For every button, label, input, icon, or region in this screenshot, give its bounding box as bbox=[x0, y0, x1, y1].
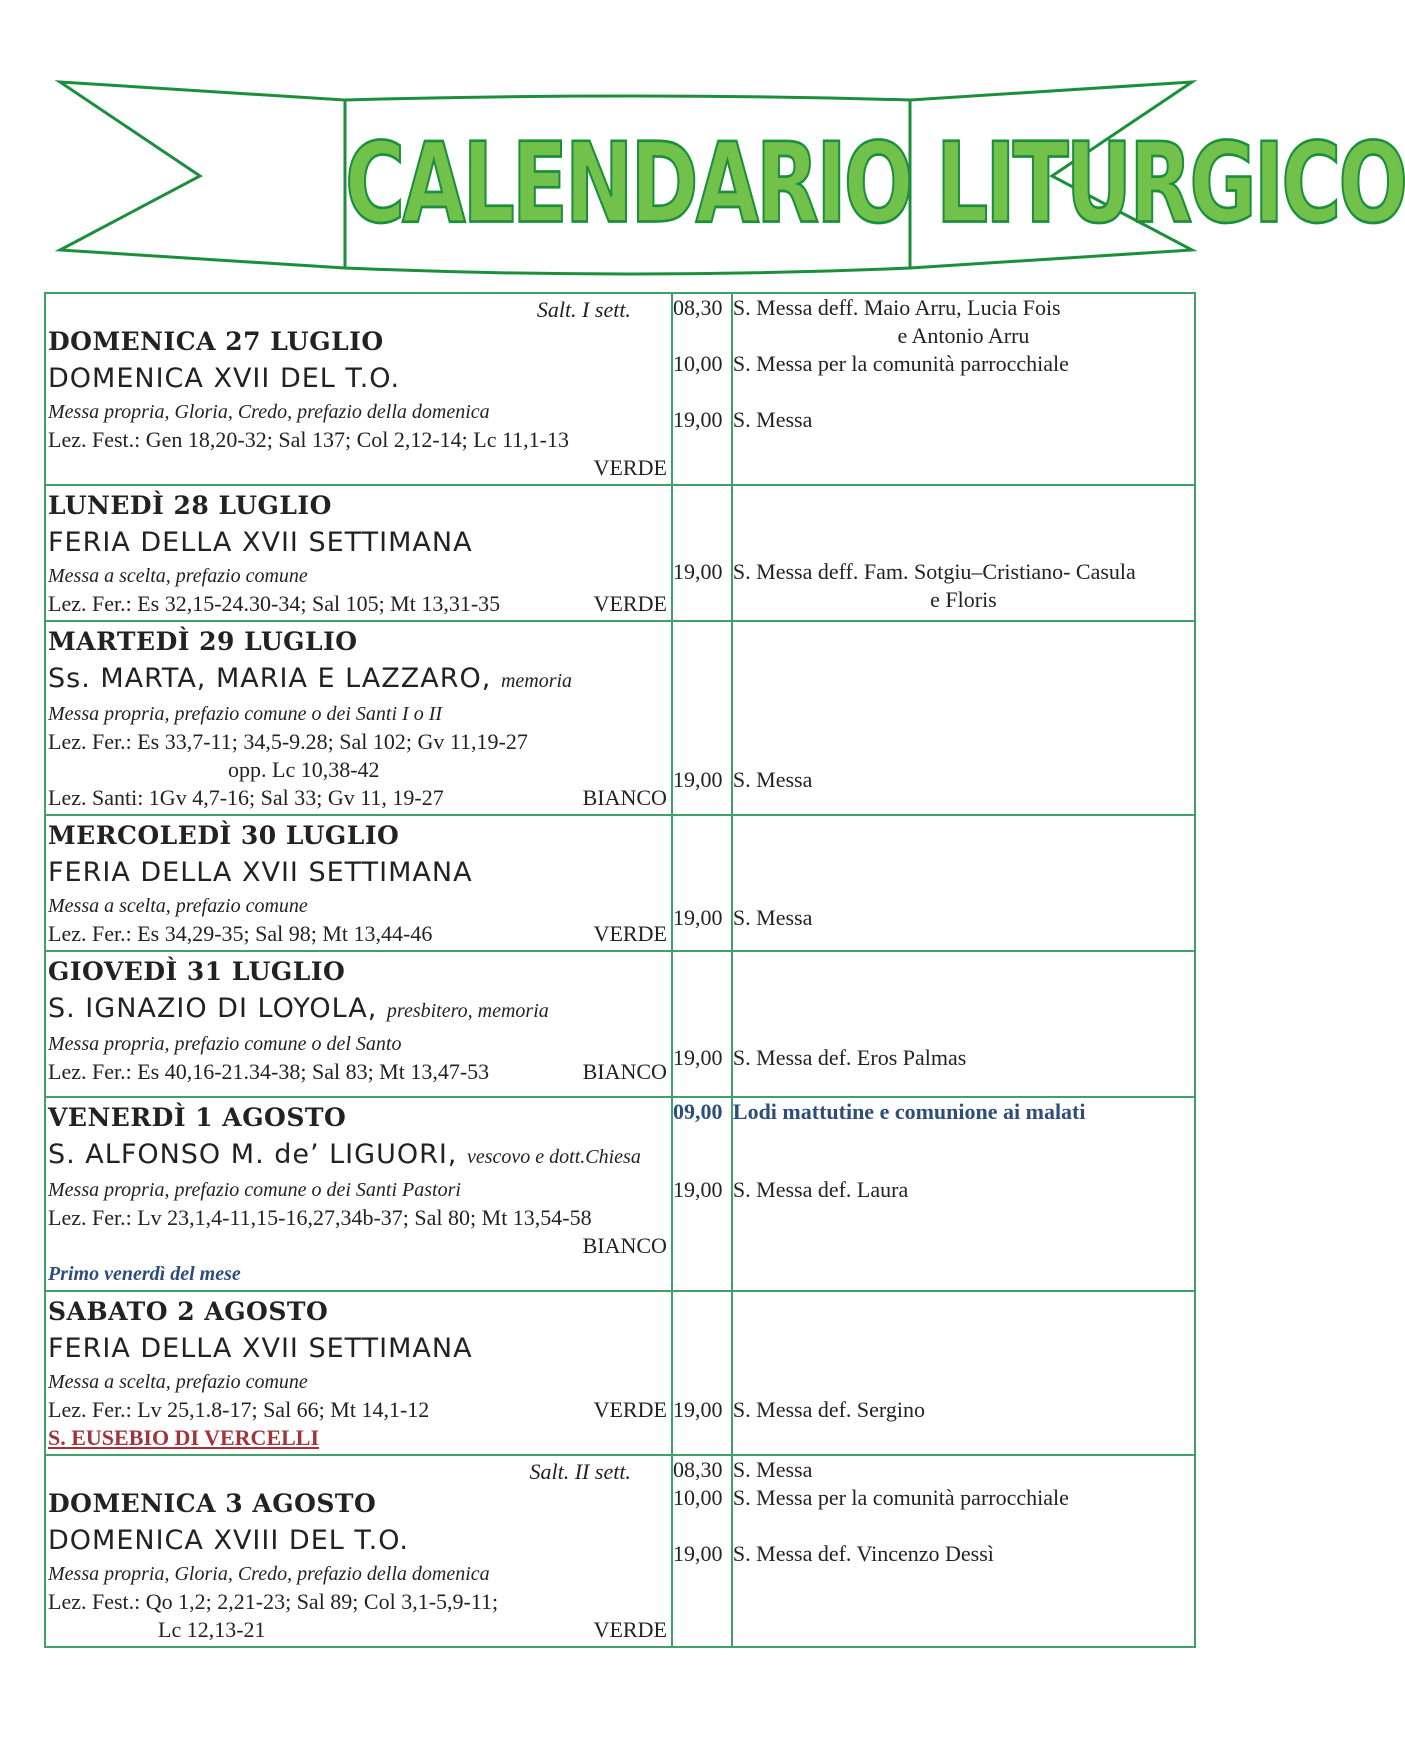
time-spacer bbox=[673, 586, 731, 614]
service-time: 19,00 bbox=[672, 407, 723, 432]
feast-title: FERIA DELLA XVII SETTIMANA bbox=[48, 1333, 473, 1364]
service-desc: S. Messa def. Vincenzo Dessì bbox=[732, 1541, 994, 1566]
readings-row bbox=[48, 590, 667, 618]
readings: Lez. Fer.: Lv 23,1,4-11,15-16,27,34b-37; Sal 80; Mt 13,54-58 bbox=[48, 1205, 592, 1230]
day-info bbox=[46, 486, 671, 620]
liturgical-color: VERDE bbox=[593, 591, 667, 616]
service-time: 19,00 bbox=[672, 1177, 723, 1202]
header-banner bbox=[0, 0, 1405, 290]
day-info bbox=[46, 1098, 671, 1290]
day-info bbox=[46, 1292, 671, 1454]
feast-name bbox=[48, 524, 667, 562]
readings-saints: Lez. Santi: 1Gv 4,7-16; Sal 33; Gv 11, 19-27 bbox=[48, 785, 444, 810]
day-date: GIOVEDÌ 31 LUGLIO bbox=[48, 957, 346, 986]
readings-cont-row bbox=[48, 1616, 667, 1644]
day-date: LUNEDÌ 28 LUGLIO bbox=[48, 491, 332, 520]
service-time: 09,00 bbox=[672, 1099, 723, 1124]
day-info-cell bbox=[45, 485, 672, 621]
service-cell bbox=[732, 1291, 1195, 1455]
service-desc: S. Messa def. Sergino bbox=[732, 1397, 925, 1422]
service-desc: S. Messa bbox=[732, 905, 813, 930]
day-date: DOMENICA 27 LUGLIO bbox=[48, 327, 384, 356]
day-info-cell bbox=[45, 293, 672, 485]
service-cell bbox=[732, 293, 1195, 485]
service-cell bbox=[732, 1455, 1195, 1647]
service-cell bbox=[732, 951, 1195, 1097]
day-date: SABATO 2 AGOSTO bbox=[48, 1297, 329, 1326]
service-desc: S. Messa bbox=[732, 1457, 813, 1482]
service-time: 10,00 bbox=[672, 1485, 723, 1510]
service-desc: S. Messa def. Laura bbox=[732, 1177, 909, 1202]
calendar-row bbox=[45, 951, 1195, 1097]
feast-name bbox=[48, 360, 667, 398]
mass-rite: Messa propria, prefazio comune o dei Santi Pastori bbox=[48, 1179, 461, 1201]
mass-rite: Messa a scelta, prefazio comune bbox=[48, 895, 308, 917]
liturgical-color: VERDE bbox=[593, 1617, 667, 1642]
calendar-row bbox=[45, 621, 1195, 815]
service-cell bbox=[732, 1097, 1195, 1291]
service-desc: S. Messa deff. Maio Arru, Lucia Fois bbox=[732, 295, 1061, 320]
time-spacer bbox=[673, 322, 731, 350]
service-desc: S. Messa bbox=[732, 407, 813, 432]
day-date: VENERDÌ 1 AGOSTO bbox=[48, 1103, 347, 1132]
service-time: 08,30 bbox=[672, 295, 723, 320]
day-info bbox=[46, 294, 671, 484]
service-time: 19,00 bbox=[672, 1045, 723, 1070]
calendar-table bbox=[44, 292, 1196, 1648]
calendar-row bbox=[45, 1291, 1195, 1455]
extra-saint: S. EUSEBIO DI VERCELLI bbox=[48, 1425, 320, 1450]
readings: Lez. Fer.: Es 33,7-11; 34,5-9.28; Sal 102; Gv 11,19-27 bbox=[48, 729, 528, 754]
day-info bbox=[46, 1456, 671, 1646]
calendar-row bbox=[45, 1455, 1195, 1647]
calendar-row bbox=[45, 1097, 1195, 1291]
day-info-cell bbox=[45, 951, 672, 1097]
day-info-cell bbox=[45, 1291, 672, 1455]
time-cell bbox=[672, 815, 732, 951]
page-title: CALENDARIO LITURGICO bbox=[345, 120, 1405, 249]
calendar-row bbox=[45, 815, 1195, 951]
liturgical-color: BIANCO bbox=[582, 1233, 667, 1258]
day-info-cell bbox=[45, 1097, 672, 1291]
service-desc: S. Messa deff. Fam. Sotgiu–Cristiano- Casula bbox=[732, 559, 1136, 584]
day-info-cell bbox=[45, 621, 672, 815]
mass-rite: Messa propria, prefazio comune o del Santo bbox=[48, 1033, 402, 1055]
service-time: 10,00 bbox=[672, 351, 723, 376]
time-cell bbox=[672, 1455, 732, 1647]
feast-title: S. IGNAZIO DI LOYOLA, bbox=[48, 993, 378, 1024]
day-info bbox=[46, 622, 671, 814]
feast-name bbox=[48, 1522, 667, 1560]
readings: Lez. Fest.: Gen 18,20-32; Sal 137; Col 2,12-14; Lc 11,1-13 bbox=[48, 427, 570, 452]
readings: Lez. Fer.: Es 32,15-24.30-34; Sal 105; Mt 13,31-35 bbox=[48, 591, 501, 616]
day-info bbox=[46, 816, 671, 950]
day-info-cell bbox=[45, 815, 672, 951]
readings-cont: Lc 12,13-21 bbox=[158, 1617, 266, 1642]
readings-saints-row bbox=[48, 784, 667, 812]
mass-rite: Messa a scelta, prefazio comune bbox=[48, 1371, 308, 1393]
mass-rite: Messa propria, prefazio comune o dei Santi I o II bbox=[48, 703, 443, 725]
feast-note: memoria bbox=[500, 670, 573, 692]
readings-alt: opp. Lc 10,38-42 bbox=[228, 757, 380, 782]
service-cell bbox=[732, 621, 1195, 815]
liturgical-color: VERDE bbox=[593, 455, 667, 480]
feast-note: vescovo e dott.Chiesa bbox=[467, 1146, 641, 1168]
feast-name bbox=[48, 1136, 667, 1176]
time-cell bbox=[672, 1291, 732, 1455]
readings: Lez. Fer.: Es 34,29-35; Sal 98; Mt 13,44-46 bbox=[48, 921, 433, 946]
service-desc-cont: e Antonio Arru bbox=[897, 323, 1030, 348]
feast-name bbox=[48, 990, 667, 1030]
service-desc: S. Messa per la comunità parrocchiale bbox=[732, 1485, 1069, 1510]
feast-title: DOMENICA XVIII DEL T.O. bbox=[48, 1525, 409, 1556]
day-date: MERCOLEDÌ 30 LUGLIO bbox=[48, 821, 400, 850]
time-cell bbox=[672, 485, 732, 621]
service-time: 19,00 bbox=[672, 559, 723, 584]
readings-row bbox=[48, 1396, 667, 1424]
service-cell bbox=[732, 815, 1195, 951]
mass-rite: Messa a scelta, prefazio comune bbox=[48, 565, 308, 587]
service-cell bbox=[732, 485, 1195, 621]
feast-title: FERIA DELLA XVII SETTIMANA bbox=[48, 857, 473, 888]
service-time: 19,00 bbox=[672, 905, 723, 930]
feast-name bbox=[48, 854, 667, 892]
readings-row bbox=[48, 1058, 667, 1086]
feast-title: S. ALFONSO M. de’ LIGUORI, bbox=[48, 1139, 458, 1170]
liturgical-color: VERDE bbox=[593, 1397, 667, 1422]
mass-rite: Messa propria, Gloria, Credo, prefazio della domenica bbox=[48, 1563, 490, 1585]
feast-name bbox=[48, 1330, 667, 1368]
calendar-row bbox=[45, 485, 1195, 621]
mass-rite: Messa propria, Gloria, Credo, prefazio della domenica bbox=[48, 401, 490, 423]
service-time: 19,00 bbox=[672, 1541, 723, 1566]
psalter-week: Salt. I sett. bbox=[536, 297, 631, 322]
liturgical-color: BIANCO bbox=[582, 785, 667, 810]
time-cell bbox=[672, 1097, 732, 1291]
liturgical-color: VERDE bbox=[593, 921, 667, 946]
first-friday-note: Primo venerdì del mese bbox=[48, 1263, 241, 1285]
day-date: MARTEDÌ 29 LUGLIO bbox=[48, 627, 358, 656]
feast-note: presbitero, memoria bbox=[386, 1000, 549, 1022]
service-desc: S. Messa per la comunità parrocchiale bbox=[732, 351, 1069, 376]
service-time: 08,30 bbox=[672, 1457, 723, 1482]
service-desc: S. Messa def. Eros Palmas bbox=[732, 1045, 967, 1070]
service-time: 19,00 bbox=[672, 767, 723, 792]
feast-name bbox=[48, 660, 667, 700]
feast-title: FERIA DELLA XVII SETTIMANA bbox=[48, 527, 473, 558]
day-info bbox=[46, 952, 671, 1088]
readings: Lez. Fest.: Qo 1,2; 2,21-23; Sal 89; Col 3,1-5,9-11; bbox=[48, 1589, 499, 1614]
service-desc-cont: e Floris bbox=[930, 587, 997, 612]
time-cell bbox=[672, 293, 732, 485]
service-desc: S. Messa bbox=[732, 767, 813, 792]
feast-title: DOMENICA XVII DEL T.O. bbox=[48, 363, 401, 394]
service-desc: Lodi mattutine e comunione ai malati bbox=[732, 1099, 1086, 1124]
day-date: DOMENICA 3 AGOSTO bbox=[48, 1489, 377, 1518]
time-cell bbox=[672, 621, 732, 815]
service-time: 19,00 bbox=[672, 1397, 723, 1422]
readings: Lez. Fer.: Lv 25,1.8-17; Sal 66; Mt 14,1-12 bbox=[48, 1397, 430, 1422]
feast-title: Ss. MARTA, MARIA E LAZZARO, bbox=[48, 663, 492, 694]
day-info-cell bbox=[45, 1455, 672, 1647]
calendar-row bbox=[45, 293, 1195, 485]
readings: Lez. Fer.: Es 40,16-21.34-38; Sal 83; Mt 13,47-53 bbox=[48, 1059, 490, 1084]
liturgical-color: BIANCO bbox=[582, 1059, 667, 1084]
psalter-week: Salt. II sett. bbox=[529, 1459, 631, 1484]
time-cell bbox=[672, 951, 732, 1097]
readings-row bbox=[48, 920, 667, 948]
